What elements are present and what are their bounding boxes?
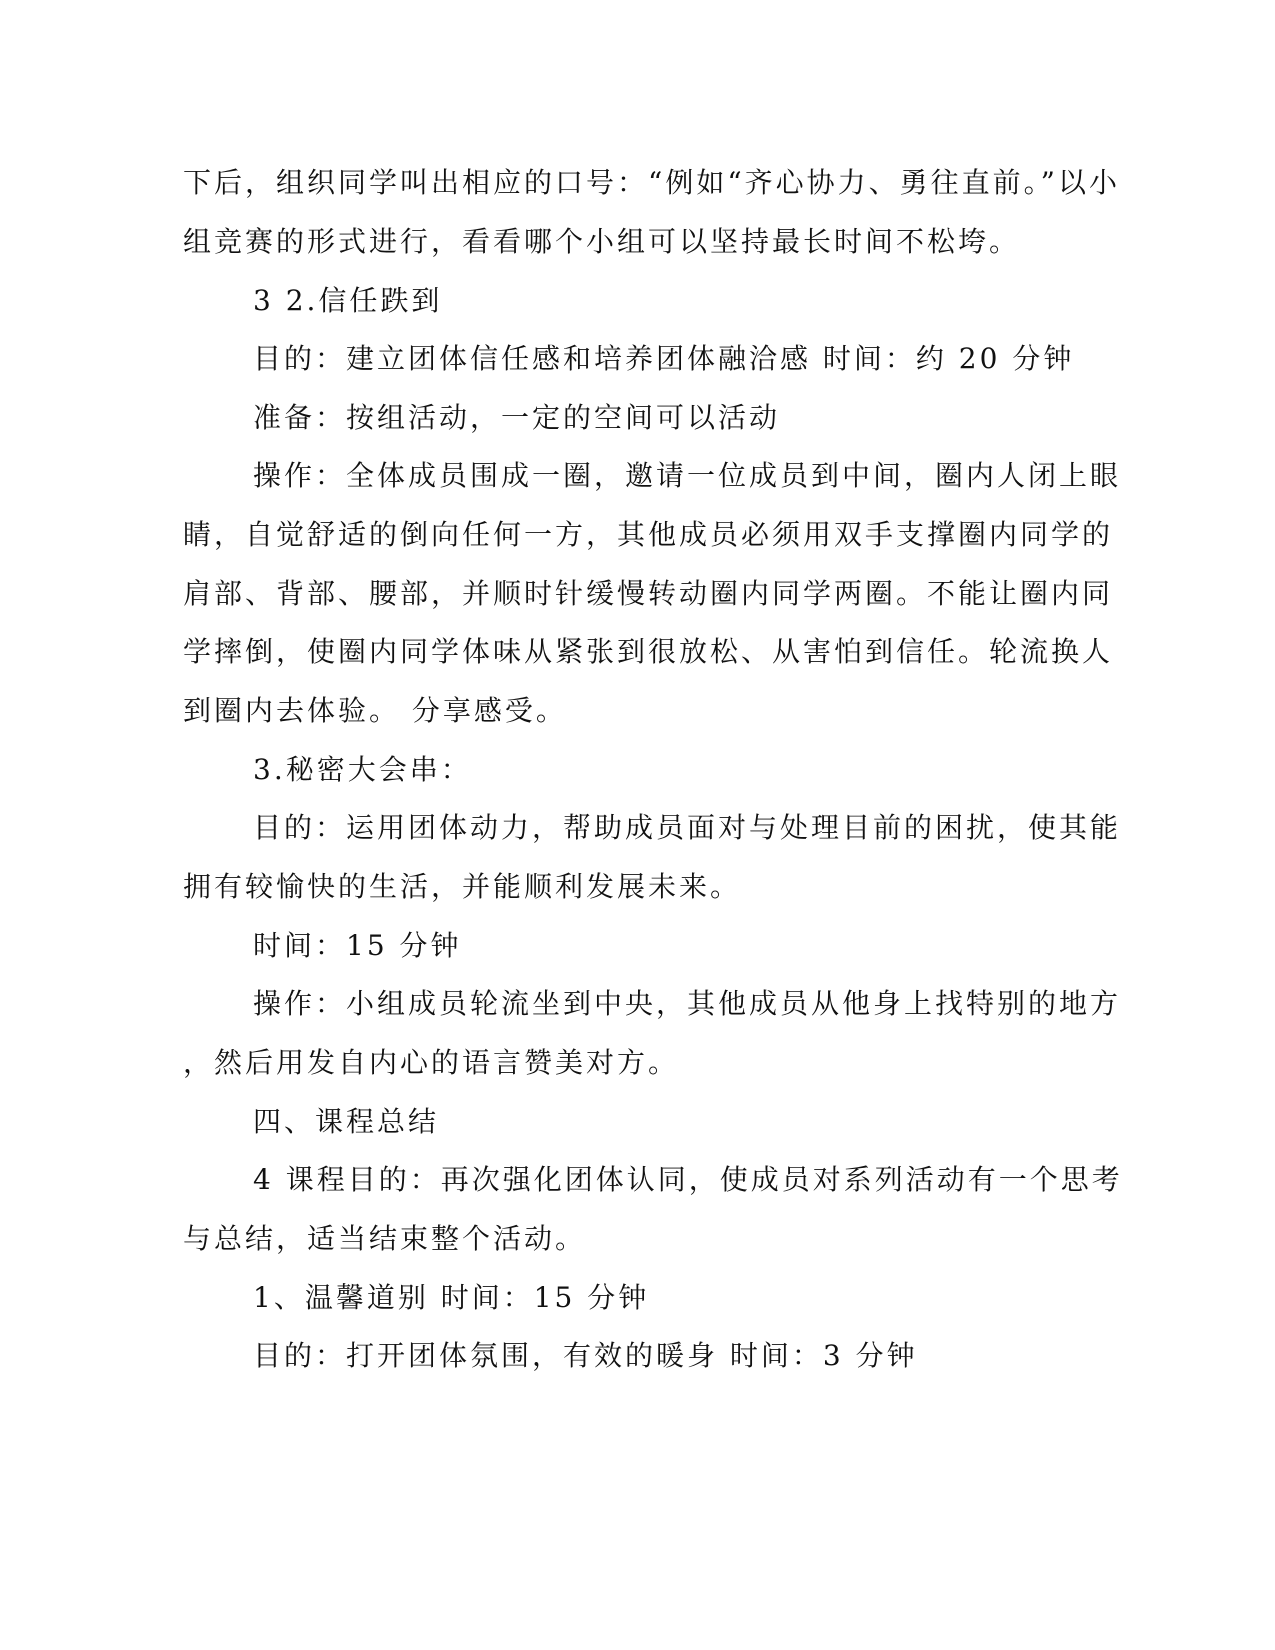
paragraph-line: 1、温馨道别 时间：15 分钟: [253, 1281, 650, 1314]
paragraph-line: 下后，组织同学叫出相应的口号：“例如“齐心协力、勇往直前。”以小: [183, 166, 1120, 199]
paragraph-line: 目的：运用团体动力，帮助成员面对与处理目前的困扰，使其能: [253, 811, 1122, 844]
paragraph-line: 目的：建立团体信任感和培养团体融洽感 时间：约 20 分钟: [253, 342, 1075, 375]
paragraph-line: 拥有较愉快的生活，并能顺利发展未来。: [183, 870, 742, 903]
paragraph-line: 时间：15 分钟: [253, 929, 462, 962]
paragraph-line: 目的：打开团体氛围，有效的暖身 时间：3 分钟: [253, 1339, 918, 1372]
section-heading: 3.秘密大会串：: [253, 753, 472, 786]
paragraph-line: 4 课程目的：再次强化团体认同，使成员对系列活动有一个思考: [253, 1163, 1123, 1196]
paragraph-line: 与总结，适当结束整个活动。: [183, 1222, 587, 1255]
paragraph-line: 睛，自觉舒适的倒向任何一方，其他成员必须用双手支撑圈内同学的: [183, 518, 1114, 551]
section-heading: 3 2.信任跌到: [253, 284, 443, 317]
paragraph-line: 操作：小组成员轮流坐到中央，其他成员从他身上找特别的地方: [253, 987, 1122, 1020]
section-heading: 四、课程总结: [253, 1105, 440, 1138]
paragraph-line: 组竞赛的形式进行，看看哪个小组可以坚持最长时间不松垮。: [183, 225, 1021, 258]
paragraph-line: ，然后用发自内心的语言赞美对方。: [183, 1046, 680, 1079]
paragraph-line: 肩部、背部、腰部，并顺时针缓慢转动圈内同学两圈。不能让圈内同: [183, 577, 1114, 610]
paragraph-line: 操作：全体成员围成一圈，邀请一位成员到中间，圈内人闭上眼: [253, 459, 1122, 492]
paragraph-line: 准备：按组活动，一定的空间可以活动: [253, 401, 781, 434]
paragraph-line: 学摔倒，使圈内同学体味从紧张到很放松、从害怕到信任。轮流换人: [183, 635, 1114, 668]
paragraph-line: 到圈内去体验。 分享感受。: [183, 694, 567, 727]
